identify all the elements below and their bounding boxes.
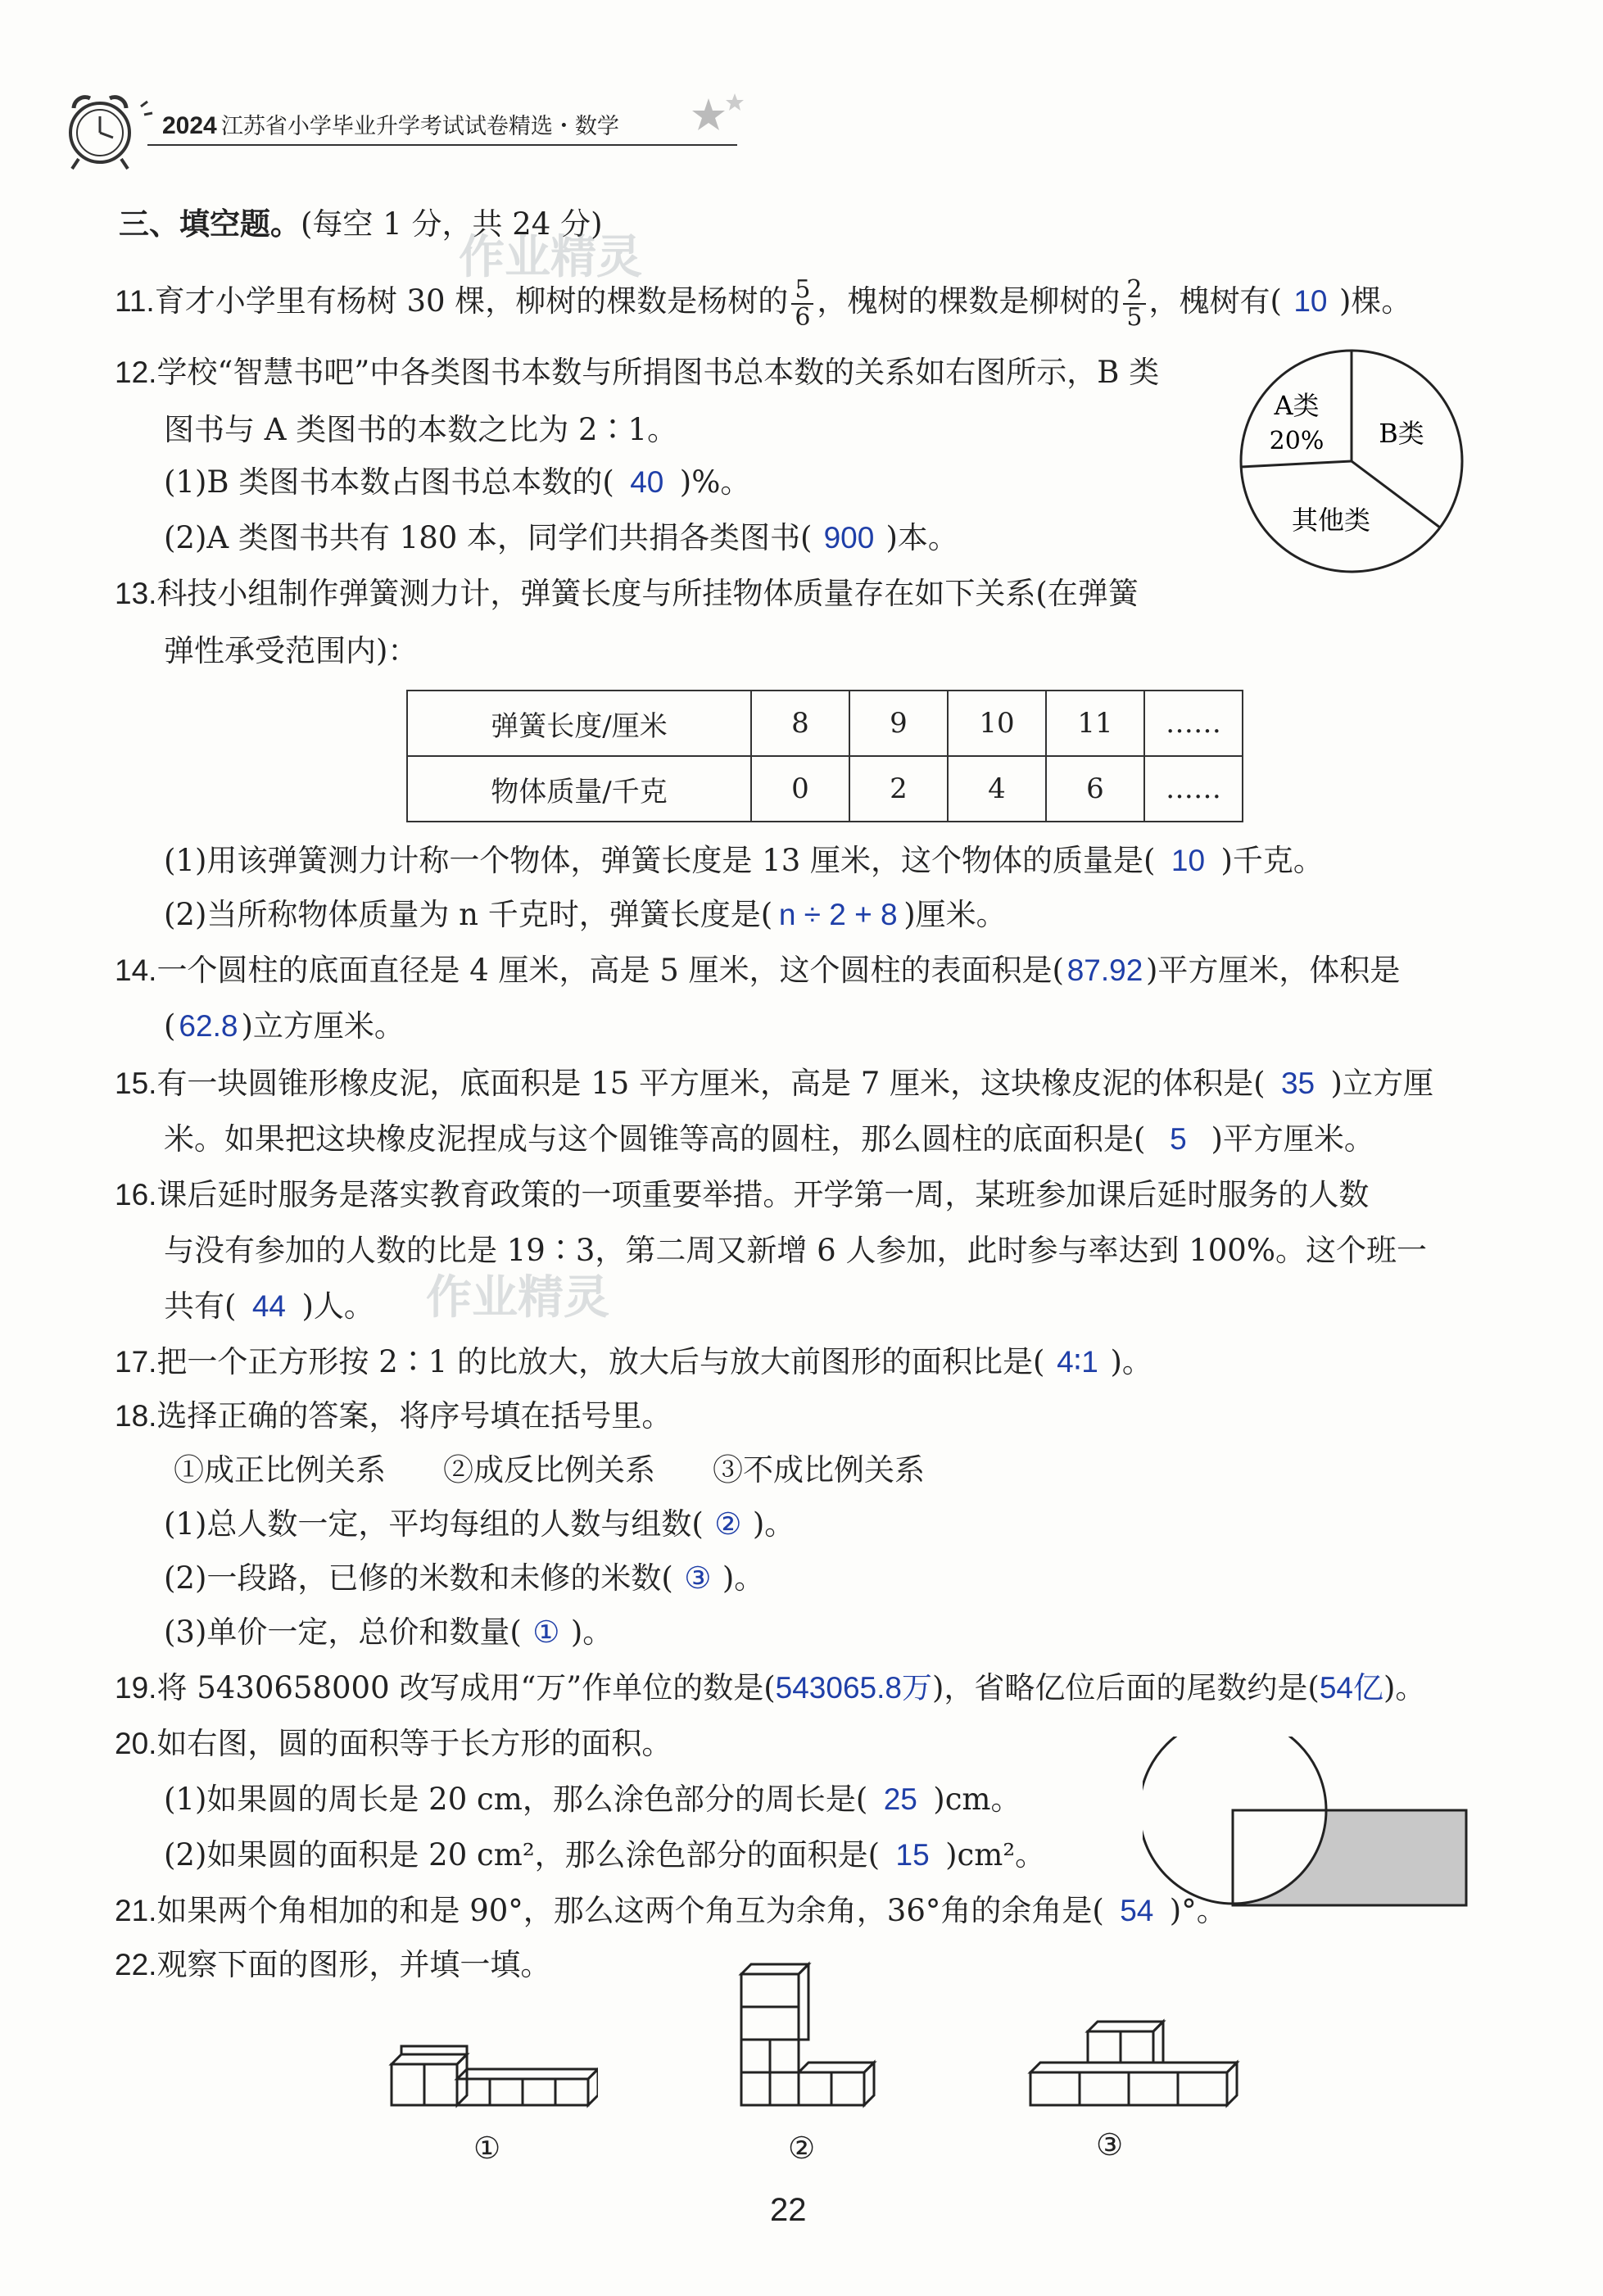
- question-18: [115, 1397, 672, 1435]
- table-row-header: 弹簧长度/厘米: [407, 691, 751, 756]
- q18-p2-text-b: )。: [722, 1560, 765, 1596]
- q16-number: 16.: [115, 1178, 157, 1211]
- q13-number: 13.: [115, 577, 157, 610]
- q14-text-c: (: [164, 1008, 176, 1044]
- q11-text-c: ，槐树有(: [1148, 283, 1282, 319]
- q11-number: 11.: [115, 284, 155, 318]
- q13-p2-answer: n ÷ 2 + 8: [778, 898, 898, 931]
- q16-text-a: 共有(: [164, 1288, 237, 1324]
- q12-number: 12.: [115, 355, 157, 389]
- q11-frac2-denominator: 5: [1126, 302, 1143, 332]
- q17-number: 17.: [115, 1345, 157, 1379]
- question-19: [115, 1669, 1425, 1707]
- q12-line-2: 图书与 A 类图书的本数之比为 2∶1。: [164, 412, 678, 447]
- table-cell: 2: [849, 756, 948, 822]
- question-14: [115, 952, 1400, 989]
- cube-label-3: ③: [1096, 2127, 1124, 2162]
- question-20: [115, 1725, 672, 1763]
- q18-option-2: ②成反比例关系: [443, 1452, 655, 1488]
- q13-p2-text-b: )厘米。: [903, 897, 1007, 932]
- q11-frac1-denominator: 6: [795, 302, 811, 332]
- q13-line-2: 弹性承受范围内)：: [164, 633, 419, 668]
- q15-text-c: 米。如果把这块橡皮泥捏成与这个圆锥等高的圆柱，那么圆柱的底面积是(: [164, 1121, 1146, 1157]
- table-row: [407, 756, 1243, 822]
- q18-p2-text-a: (2)一段路，已修的米数和未修的米数(: [164, 1560, 673, 1596]
- q20-p2-text-b: )cm²。: [945, 1837, 1046, 1873]
- table-cell: 0: [751, 756, 849, 822]
- q15-line-2: [164, 1121, 1374, 1158]
- q18-options: [174, 1451, 925, 1489]
- q16-line-2: 与没有参加的人数的比是 19∶3，第二周又新增 6 人参加，此时参与率达到 100%。这个班一: [164, 1233, 1427, 1268]
- question-22: [115, 1946, 550, 1984]
- question-16: [115, 1176, 1369, 1214]
- question-21: [115, 1892, 1227, 1930]
- q18-p1-answer: ②: [714, 1507, 742, 1541]
- q12-p1-answer: 40: [630, 465, 664, 499]
- table-cell: 11: [1046, 691, 1144, 756]
- section-title: 三、填空题。: [119, 206, 301, 242]
- q14-text-a: 一个圆柱的底面直径是 4 厘米，高是 5 厘米，这个圆柱的表面积是(: [156, 953, 1064, 988]
- q22-number: 22.: [115, 1948, 157, 1981]
- pie-divider-left: [1241, 461, 1352, 467]
- q13-spring-table: [406, 690, 1243, 822]
- q15-text-a: 有一块圆锥形橡皮泥，底面积是 15 平方厘米，高是 7 厘米，这块橡皮泥的体积是(: [156, 1066, 1266, 1101]
- q12-pie-chart: [1233, 342, 1470, 580]
- cube-figure-2: [733, 1950, 921, 2113]
- q13-line-1: 科技小组制作弹簧测力计，弹簧长度与所挂物体质量存在如下关系(在弹簧: [156, 576, 1139, 611]
- table-row: [407, 691, 1243, 756]
- table-cell: 4: [948, 756, 1046, 822]
- q20-part-2: [164, 1836, 1045, 1874]
- q16-answer: 44: [251, 1289, 287, 1323]
- q16-line-1: 课后延时服务是落实教育政策的一项重要举措。开学第一周，某班参加课后延时服务的人数: [156, 1177, 1370, 1212]
- page-number: 22: [770, 2192, 807, 2228]
- q12-p2-answer: 900: [823, 521, 875, 555]
- q16-line-3: [164, 1288, 374, 1325]
- q19-text-c: )。: [1383, 1670, 1426, 1705]
- pie-a-percent: 20%: [1269, 427, 1325, 455]
- q20-p2-text-a: (2)如果圆的面积是 20 cm²，那么涂色部分的面积是(: [164, 1837, 881, 1873]
- q17-answer: 4∶1: [1057, 1345, 1098, 1379]
- table-cell: 10: [948, 691, 1046, 756]
- pie-b-label: B类: [1379, 418, 1424, 449]
- q11-text-d: )棵。: [1338, 283, 1412, 319]
- star-icon: [684, 90, 749, 139]
- q11-frac1-numerator: 5: [791, 277, 813, 305]
- q18-option-1: ①成正比例关系: [174, 1452, 386, 1488]
- header-title: 江苏省小学毕业升学考试试卷精选・数学: [220, 114, 619, 138]
- question-13: [115, 575, 1139, 613]
- table-row-header: 物体质量/千克: [407, 756, 751, 822]
- q15-answer-1: 35: [1280, 1066, 1315, 1100]
- q18-part-3: [164, 1614, 613, 1651]
- question-12: [115, 354, 1159, 392]
- q18-p3-answer: ①: [532, 1615, 560, 1649]
- q13-part-1: [164, 842, 1324, 880]
- cube-label-1: ①: [473, 2131, 501, 2166]
- q20-part-1: [164, 1781, 1021, 1818]
- q12-p1-text-a: (1)B 类图书本数占图书总本数的(: [164, 464, 614, 500]
- q20-p1-answer: 25: [883, 1782, 917, 1816]
- header-year: 2024: [162, 112, 217, 139]
- q14-text-b: )平方厘米，体积是: [1146, 953, 1401, 988]
- q11-fraction-2: [1123, 274, 1145, 332]
- q18-p3-text-b: )。: [570, 1614, 614, 1650]
- q14-answer-2: 62.8: [179, 1009, 238, 1043]
- q14-text-d: )立方厘米。: [241, 1008, 405, 1044]
- section-note: (每空 1 分，共 24 分): [301, 206, 603, 242]
- q19-number: 19.: [115, 1671, 157, 1705]
- q13-p2-text-a: (2)当所称物体质量为 n 千克时，弹簧长度是(: [164, 897, 773, 932]
- q14-line-2: [164, 1008, 405, 1045]
- q13-part-2: [164, 896, 1007, 934]
- cube-label-2: ②: [788, 2131, 816, 2166]
- q14-answer-1: 87.92: [1066, 953, 1143, 987]
- q13-p1-text-b: )千克。: [1220, 843, 1324, 878]
- table-cell: 6: [1046, 756, 1144, 822]
- alarm-clock-icon: [49, 82, 172, 172]
- q20-number: 20.: [115, 1727, 157, 1760]
- q21-text-a: 如果两个角相加的和是 90°，那么这两个角互为余角，36°角的余角是(: [156, 1893, 1104, 1928]
- q12-p2-text-a: (2)A 类图书共有 180 本，同学们共捐各类图书(: [164, 520, 813, 555]
- watermark: 作业精灵: [459, 231, 642, 283]
- q12-p2-text-b: )本。: [885, 520, 958, 555]
- q18-p3-text-a: (3)单价一定，总价和数量(: [164, 1614, 522, 1650]
- q18-number: 18.: [115, 1399, 157, 1433]
- q15-answer-2: 5: [1170, 1122, 1187, 1156]
- q17-text-a: 把一个正方形按 2∶1 的比放大，放大后与放大前图形的面积比是(: [156, 1344, 1045, 1379]
- q15-number: 15.: [115, 1066, 157, 1100]
- q18-p1-text-b: )。: [752, 1506, 795, 1542]
- q20-p1-text-a: (1)如果圆的周长是 20 cm，那么涂色部分的周长是(: [164, 1782, 868, 1817]
- q18-part-2: [164, 1560, 764, 1597]
- q15-text-b: )立方厘: [1330, 1066, 1433, 1101]
- q12-line-1: 学校“智慧书吧”中各类图书本数与所捐图书总本数的关系如右图所示，B 类: [156, 355, 1160, 390]
- table-cell: 9: [849, 691, 948, 756]
- cube-figure-3: [1024, 2015, 1253, 2113]
- q19-text-a: 将 5430658000 改写成用“万”作单位的数是(: [156, 1670, 776, 1705]
- q16-text-b: )人。: [301, 1288, 374, 1324]
- q20-p1-text-b: )cm。: [933, 1782, 1021, 1817]
- q11-text-a: 育才小学里有杨树 30 棵，柳树的棵数是杨树的: [154, 283, 789, 319]
- q15-text-d: )平方厘米。: [1211, 1121, 1374, 1157]
- header: [49, 82, 786, 172]
- q13-p1-text-a: (1)用该弹簧测力计称一个物体，弹簧长度是 13 厘米，这个物体的质量是(: [164, 843, 1156, 878]
- q14-number: 14.: [115, 953, 157, 987]
- q18-p2-answer: ③: [684, 1561, 712, 1595]
- q11-text-b: ，槐树的棵数是柳树的: [817, 283, 1121, 319]
- q20-circle-rectangle-figure: [1143, 1737, 1470, 1917]
- pie-a-label: A类: [1274, 390, 1320, 421]
- q21-number: 21.: [115, 1894, 157, 1927]
- q18-option-3: ③不成比例关系: [713, 1452, 925, 1488]
- q12-p1-text-b: )%。: [679, 464, 751, 500]
- q11-answer: 10: [1293, 284, 1328, 318]
- header-rule: [147, 144, 737, 146]
- q22-line-1: 观察下面的图形，并填一填。: [156, 1947, 551, 1982]
- cube-figure-1: [385, 2023, 598, 2113]
- q17-text-b: )。: [1110, 1344, 1152, 1379]
- q20-line-1: 如右图，圆的面积等于长方形的面积。: [156, 1726, 672, 1761]
- question-17: [115, 1343, 1152, 1381]
- q11-fraction-1: [791, 274, 813, 332]
- q12-part-2: [164, 519, 958, 557]
- q19-text-b: )，省略亿位后面的尾数约是(: [931, 1670, 1320, 1705]
- table-cell: ……: [1144, 756, 1243, 822]
- q19-answer-1: 543065.8万: [775, 1671, 932, 1705]
- question-11: [115, 275, 1411, 331]
- q21-text-b: )°。: [1169, 1893, 1227, 1928]
- watermark: 作业精灵: [426, 1271, 609, 1323]
- q13-p1-answer: 10: [1171, 844, 1206, 877]
- pie-other-label: 其他类: [1291, 505, 1371, 536]
- table-cell: 8: [751, 691, 849, 756]
- q20-p2-answer: 15: [895, 1838, 930, 1872]
- table-cell: ……: [1144, 691, 1243, 756]
- q21-answer: 54: [1120, 1894, 1154, 1927]
- q11-frac2-numerator: 2: [1123, 277, 1145, 305]
- q19-answer-2: 54亿: [1319, 1671, 1383, 1705]
- q18-p1-text-a: (1)总人数一定，平均每组的人数与组数(: [164, 1506, 704, 1542]
- q18-line-1: 选择正确的答案，将序号填在括号里。: [156, 1398, 672, 1433]
- q18-part-1: [164, 1506, 795, 1543]
- q12-part-1: [164, 464, 750, 501]
- question-15: [115, 1065, 1433, 1103]
